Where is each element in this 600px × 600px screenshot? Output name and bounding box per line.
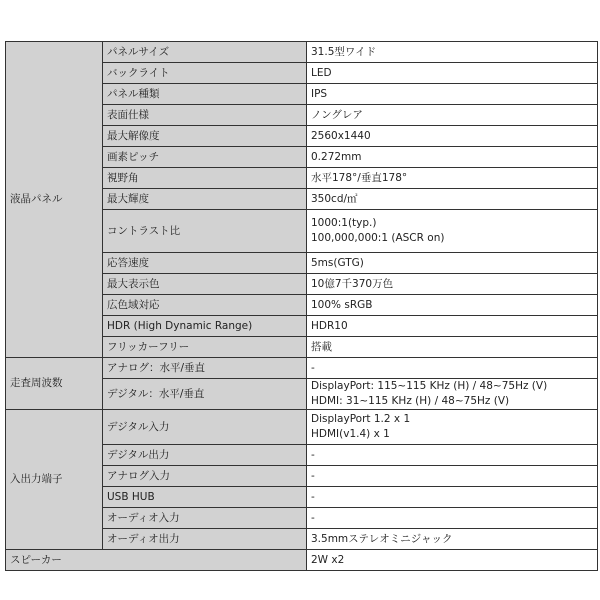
spec-value	[307, 42, 598, 63]
spec-value	[307, 189, 598, 210]
spec-value-line: 水平178°/垂直178°	[311, 171, 408, 184]
table-row	[6, 42, 598, 63]
spec-value-line: 100,000,000:1 (ASCR on)	[311, 232, 445, 244]
spec-value	[307, 168, 598, 189]
spec-label: 応答速度	[103, 253, 307, 274]
spec-label: アナログ：水平/垂直	[103, 358, 307, 379]
spec-value	[307, 147, 598, 168]
spec-value-line: HDR10	[311, 319, 348, 332]
spec-label: アナログ入力	[103, 466, 307, 487]
spec-value	[307, 466, 598, 487]
spec-value-line: DisplayPort: 115~115 KHz (H) / 48~75Hz (V)	[311, 380, 548, 392]
spec-label: 最大表示色	[103, 274, 307, 295]
spec-label: コントラスト比	[103, 210, 307, 253]
spec-value: 2W x2	[307, 550, 598, 571]
spec-value	[307, 210, 598, 253]
spec-label: フリッカーフリー	[103, 337, 307, 358]
spec-value	[307, 379, 598, 410]
spec-value	[307, 337, 598, 358]
spec-value-line: -	[311, 469, 315, 482]
spec-value	[307, 84, 598, 105]
spec-table	[5, 41, 598, 571]
spec-value-line: 3.5mmステレオミニジャック	[311, 532, 453, 545]
spec-value	[307, 316, 598, 337]
spec-value-line: LED	[311, 66, 332, 79]
spec-label: デジタル入力	[103, 410, 307, 445]
spec-value-line: 1000:1(typ.)	[311, 217, 377, 229]
spec-value	[307, 445, 598, 466]
spec-value	[307, 358, 598, 379]
spec-value-line: DisplayPort 1.2 x 1	[311, 413, 411, 425]
spec-value-line: IPS	[311, 87, 328, 100]
spec-value	[307, 487, 598, 508]
spec-value	[307, 126, 598, 147]
spec-value-line: 10億7千370万色	[311, 277, 394, 290]
spec-label: オーディオ入力	[103, 508, 307, 529]
spec-value	[307, 63, 598, 84]
spec-label: 視野角	[103, 168, 307, 189]
group-label: 入出力端子	[6, 410, 103, 550]
spec-label: バックライト	[103, 63, 307, 84]
spec-value-line: 0.272mm	[311, 150, 362, 163]
spec-label: USB HUB	[103, 487, 307, 508]
spec-value	[307, 253, 598, 274]
spec-label: パネルサイズ	[103, 42, 307, 63]
spec-value	[307, 410, 598, 445]
spec-value-line: -	[311, 361, 315, 374]
spec-label: パネル種類	[103, 84, 307, 105]
spec-label: 広色域対応	[103, 295, 307, 316]
spec-label: 画素ピッチ	[103, 147, 307, 168]
table-row	[6, 550, 598, 571]
spec-label: デジタル出力	[103, 445, 307, 466]
spec-label: オーディオ出力	[103, 529, 307, 550]
table-row	[6, 410, 598, 445]
spec-value-line: 5ms(GTG)	[311, 256, 364, 269]
group-label: 液晶パネル	[6, 42, 103, 358]
spec-value	[307, 508, 598, 529]
spec-label: HDR (High Dynamic Range)	[103, 316, 307, 337]
spec-label: 表面仕様	[103, 105, 307, 126]
spec-value-line: 350cd/㎡	[311, 192, 358, 205]
table-row	[6, 358, 598, 379]
spec-value-line: 2560x1440	[311, 129, 371, 142]
spec-value	[307, 295, 598, 316]
spec-label: デジタル：水平/垂直	[103, 379, 307, 410]
spec-label: 最大輝度	[103, 189, 307, 210]
spec-value	[307, 274, 598, 295]
spec-value-line: 100% sRGB	[311, 298, 373, 311]
spec-value-line: -	[311, 511, 315, 524]
spec-value-line: -	[311, 448, 315, 461]
spec-value-line: ノングレア	[311, 108, 363, 121]
group-label: スピーカー	[6, 550, 307, 571]
spec-value	[307, 105, 598, 126]
spec-value-line: HDMI: 31~115 KHz (H) / 48~75Hz (V)	[311, 395, 510, 407]
spec-value	[307, 529, 598, 550]
group-label: 走査周波数	[6, 358, 103, 410]
spec-value-line: 31.5型ワイド	[311, 45, 377, 58]
spec-value-line: HDMI(v1.4) x 1	[311, 428, 390, 440]
spec-value-line: 搭載	[311, 340, 332, 353]
spec-label: 最大解像度	[103, 126, 307, 147]
spec-value-line: -	[311, 490, 315, 503]
